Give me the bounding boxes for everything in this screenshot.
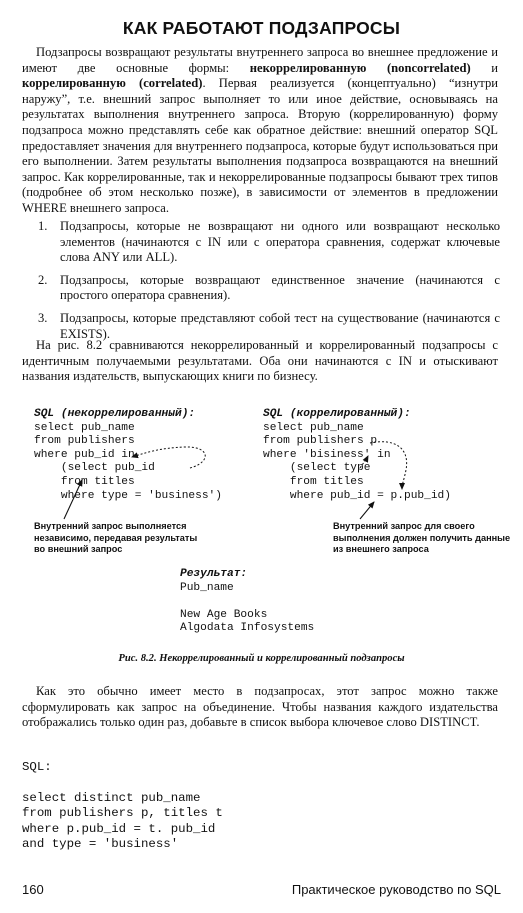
page-title: КАК РАБОТАЮТ ПОДЗАПРОСЫ — [122, 18, 401, 38]
result-header: Результат: — [180, 568, 248, 580]
list-item-number: 3. — [38, 310, 48, 325]
result-rows: New Age Books Algodata Infosystems — [180, 608, 315, 635]
list-item-text: Подзапросы, которые возвращают единственное значение (начинаются с простого оператора сравнения). — [60, 272, 500, 303]
intro-text-1: Подзапросы возвращают результаты внутреннего запроса во внешнее предложение и имеют две основные формы: — [22, 45, 498, 75]
list-item — [38, 273, 500, 304]
noncorrelated-note: Внутренний запрос выполняется независимо, передавая результаты во внешний запрос — [34, 521, 198, 555]
intro-text-2: и — [470, 60, 499, 75]
noncorrelated-query: select pub_name from publishers where pub_id in (select pub_id from titles where type = 'business') — [34, 421, 222, 502]
list-item-number: 1. — [38, 219, 48, 233]
figure-caption: Рис. 8.2. Некоррелированный и коррелированный подзапросы — [118, 653, 405, 664]
correlated-header: SQL (коррелированный): — [263, 408, 411, 420]
intro-paragraph — [22, 45, 498, 217]
term-correlated: коррелированную (correlated) — [22, 76, 203, 91]
figure-intro-paragraph: На рис. 8.2 сравниваются некоррелированный и коррелированный подзапросы с идентичным получаемыми результатами. Оба они начинаются с IN и отыскивают названия издательств, выпускающих книги по бизнесу. — [22, 338, 498, 384]
correlated-note: Внутренний запрос для своего выполнения должен получить данные из внешнего запроса — [333, 521, 511, 555]
result-block — [180, 568, 314, 636]
running-footer: Практическое руководство по SQL — [291, 882, 501, 897]
list-item-number: 2. — [38, 272, 48, 287]
list-item — [38, 219, 500, 266]
correlated-query: select pub_name from publishers p where 'bisiness' in (select type from titles where pub_id = p.pub_id) — [263, 421, 451, 502]
right-solid-arrow — [360, 502, 374, 519]
list-item-text: Подзапросы, которые не возвращают ни одного или возвращают несколько элементов (начинаются с IN или с оператора сравнения, содержат ключевые слова ANY или ALL). — [60, 219, 500, 265]
correlated-code — [263, 408, 451, 503]
noncorrelated-header: SQL (некоррелированный): — [34, 408, 196, 420]
result-column: Pub_name — [180, 581, 234, 594]
intro-text-3: . Первая реализуется (концептуально) “изнутри наружу”, т.е. внешний запрос выполняет то или иное действие, основываясь на результатах выполнения внутреннего запроса. Вторую (коррелированную) форму подзапроса можно представлять себе как обратное действие: внешний оператор SQL предоставляет значения для внутреннего подзапроса, которые будут использоваться при его выполнении. Затем результаты выполнения подзапроса возвращаются на внешний запрос. Как коррелированные, так и некоррелированные подзапросы бывают трех типов (подробнее об этом несколько позже), в зависимости от элементов в предложении WHERE внешнего запроса. — [22, 76, 498, 215]
subquery-types-list — [38, 219, 500, 349]
term-noncorrelated: некоррелированную (noncorrelated) — [249, 60, 471, 75]
page-number: 160 — [22, 882, 44, 897]
noncorrelated-code — [34, 408, 222, 503]
distinct-paragraph: Как это обычно имеет место в подзапросах, этот запрос можно также сформулировать как запрос на объединение. Чтобы названия каждого издательства отображались только один раз, добавьте в список выбора ключевое слово DISTINCT. — [22, 684, 498, 730]
sql-code-block: SQL: select distinct pub_name from publishers p, titles t where p.pub_id = t. pub_id and type = 'business' — [22, 760, 223, 852]
list-item-text: Подзапросы, которые представляют собой тест на существование (начинаются с EXISTS). — [60, 310, 500, 341]
